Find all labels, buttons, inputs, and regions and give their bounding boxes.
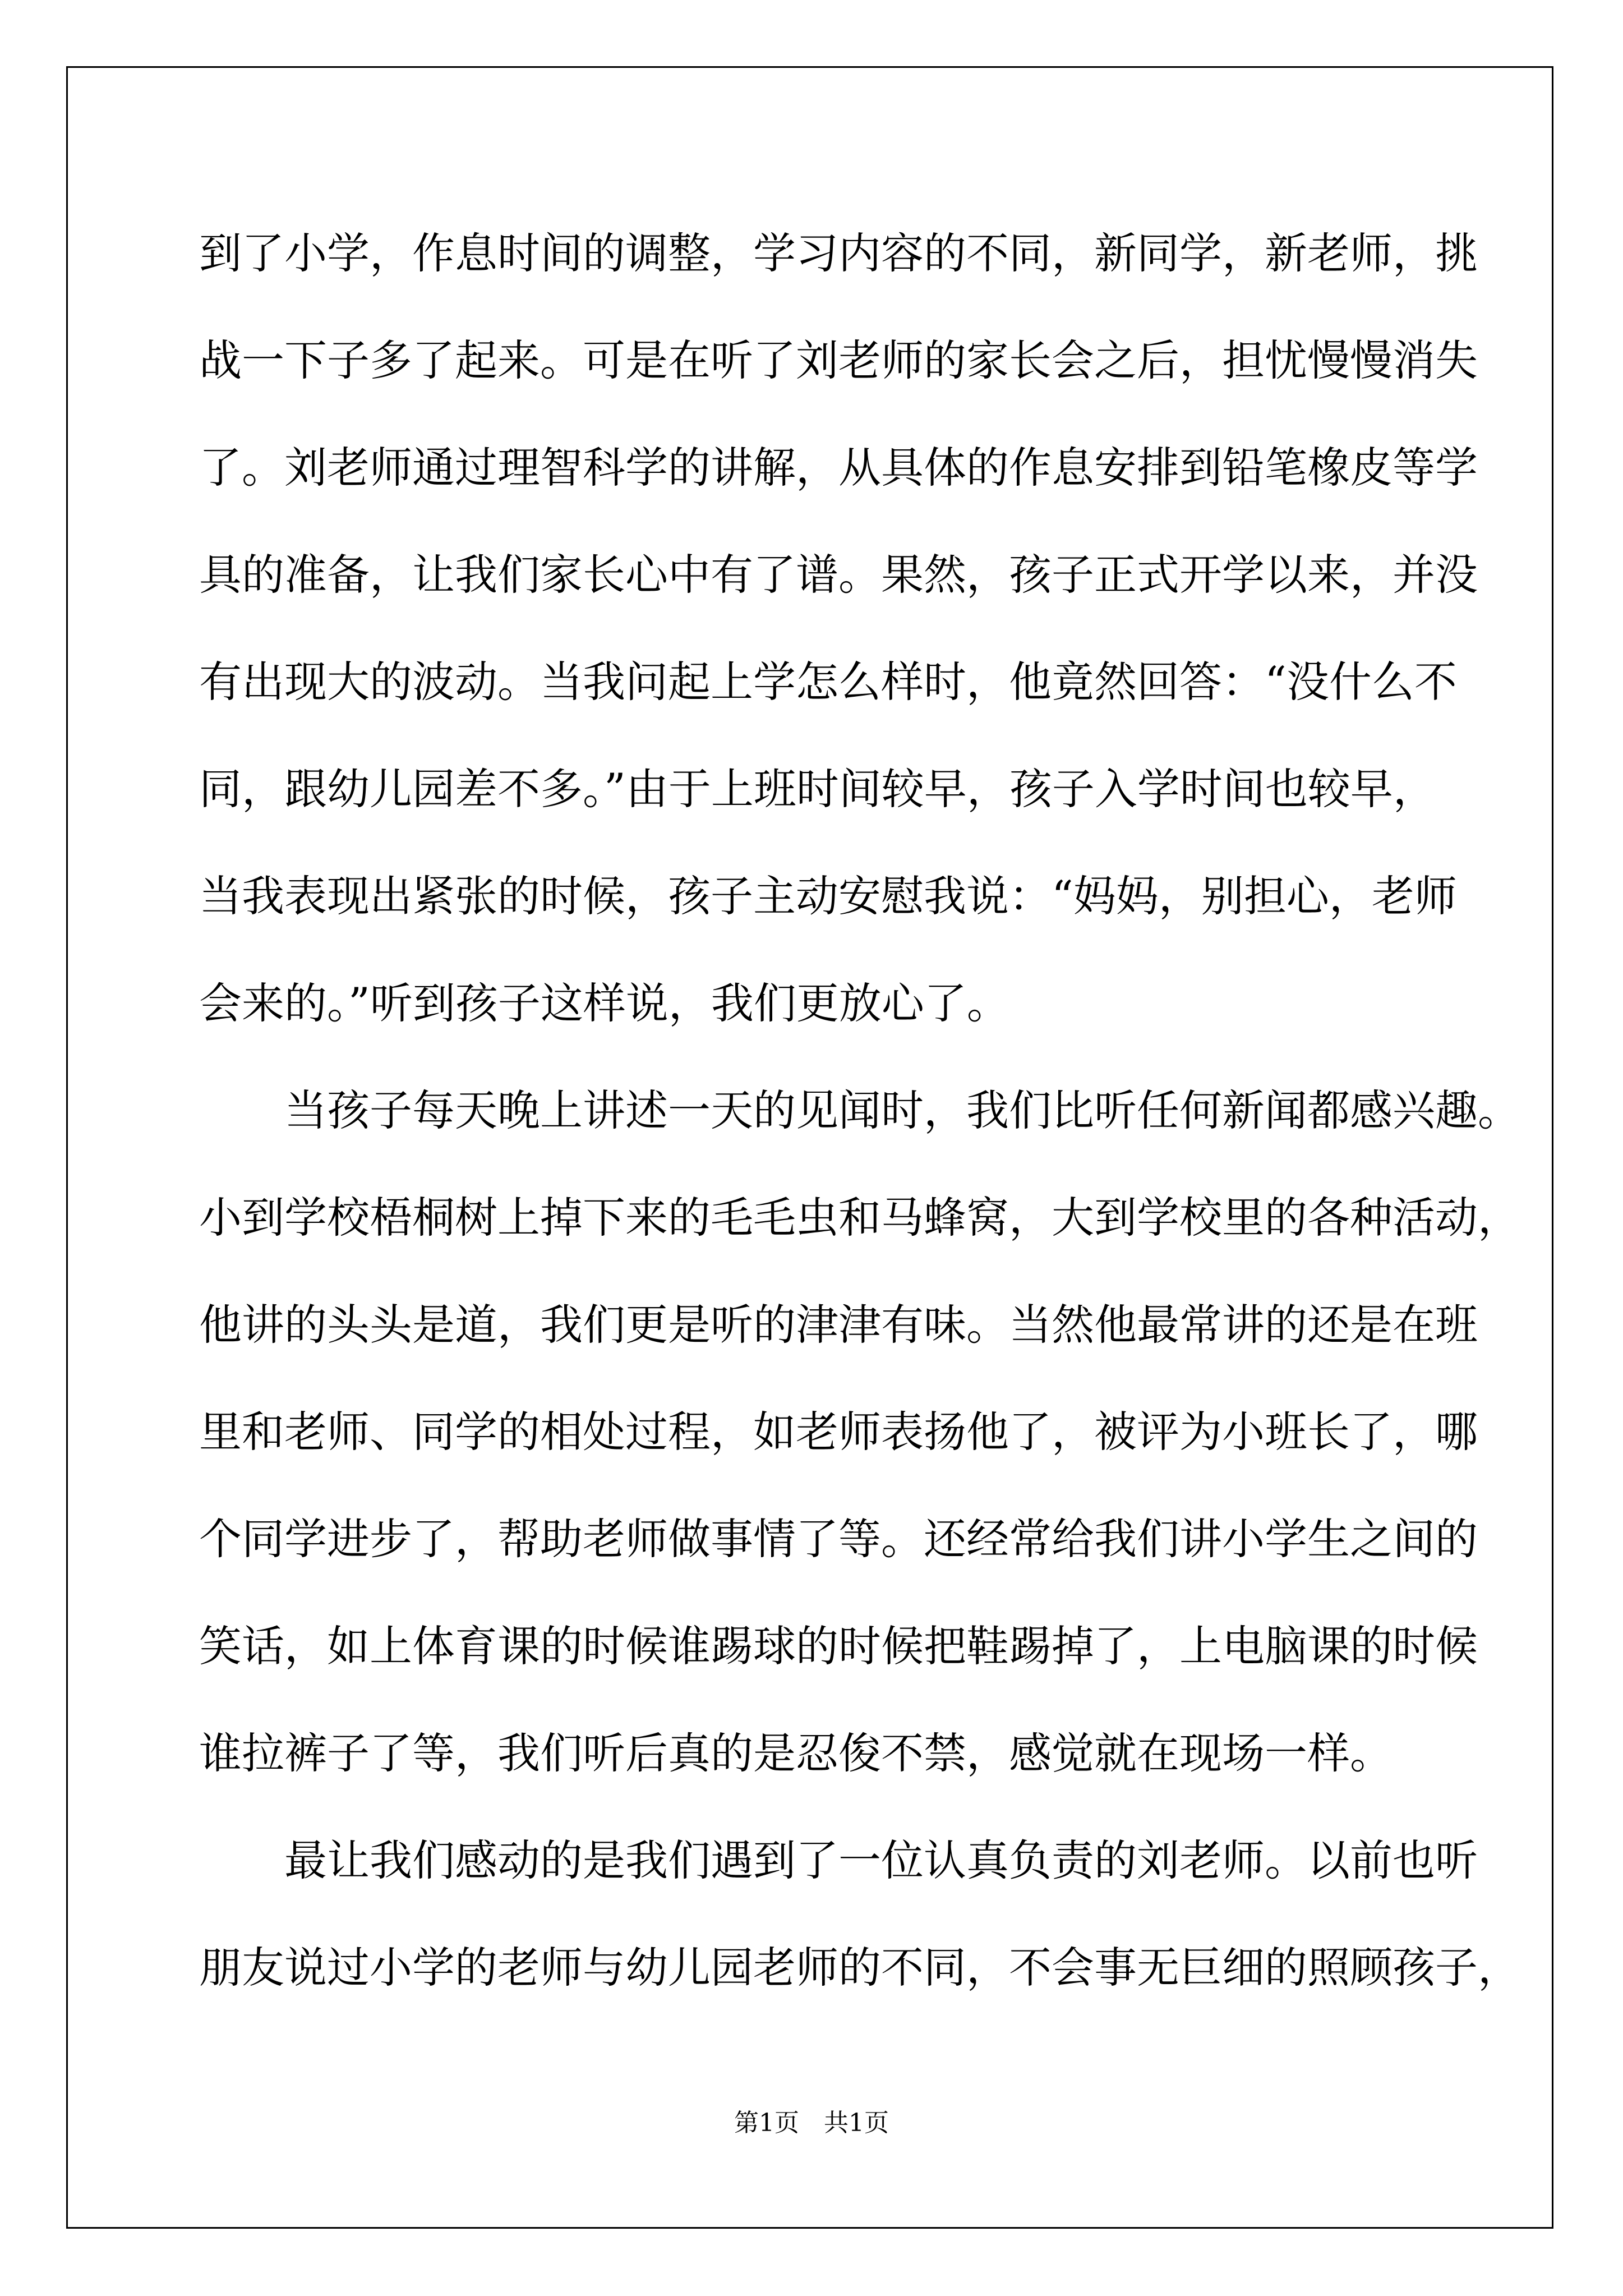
text-line: 小到学校梧桐树上掉下来的毛毛虫和马蜂窝，大到学校里的各种活动，	[199, 1193, 1520, 1243]
text-line: 笑话，如上体育课的时候谁踢球的时候把鞋踢掉了，上电脑课的时候	[199, 1621, 1478, 1671]
text-line: 了。刘老师通过理智科学的讲解，从具体的作息安排到铅笔橡皮等学	[199, 443, 1478, 493]
page-border	[66, 66, 1553, 2229]
text-line: 当孩子每天晚上讲述一天的见闻时，我们比听任何新闻都感兴趣。	[199, 1085, 1520, 1135]
text-line: 到了小学，作息时间的调整，学习内容的不同，新同学，新老师，挑	[199, 228, 1478, 278]
text-line: 个同学进步了，帮助老师做事情了等。还经常给我们讲小学生之间的	[199, 1514, 1478, 1564]
text-line: 里和老师、同学的相处过程，如老师表扬他了，被评为小班长了，哪	[199, 1407, 1478, 1457]
page-footer: 第1页 共1页	[734, 2109, 889, 2137]
text-line: 谁拉裤子了等，我们听后真的是忍俊不禁，感觉就在现场一样。	[199, 1728, 1393, 1778]
text-line: 朋友说过小学的老师与幼儿园老师的不同，不会事无巨细的照顾孩子，	[199, 1943, 1520, 1993]
text-line: 同，跟幼儿园差不多。”由于上班时间较早，孩子入学时间也较早，	[199, 764, 1436, 814]
text-line: 当我表现出紧张的时候，孩子主动安慰我说：“妈妈，别担心，老师	[199, 871, 1457, 921]
text-line: 他讲的头头是道，我们更是听的津津有味。当然他最常讲的还是在班	[199, 1300, 1478, 1350]
text-line: 会来的。”听到孩子这样说，我们更放心了。	[199, 978, 1009, 1028]
text-line: 具的准备，让我们家长心中有了谱。果然，孩子正式开学以来，并没	[199, 550, 1478, 600]
text-line: 战一下子多了起来。可是在听了刘老师的家长会之后，担忧慢慢消失	[199, 335, 1478, 385]
text-line: 最让我们感动的是我们遇到了一位认真负责的刘老师。以前也听	[199, 1835, 1478, 1885]
text-line: 有出现大的波动。当我问起上学怎么样时，他竟然回答：“没什么不	[199, 657, 1457, 707]
